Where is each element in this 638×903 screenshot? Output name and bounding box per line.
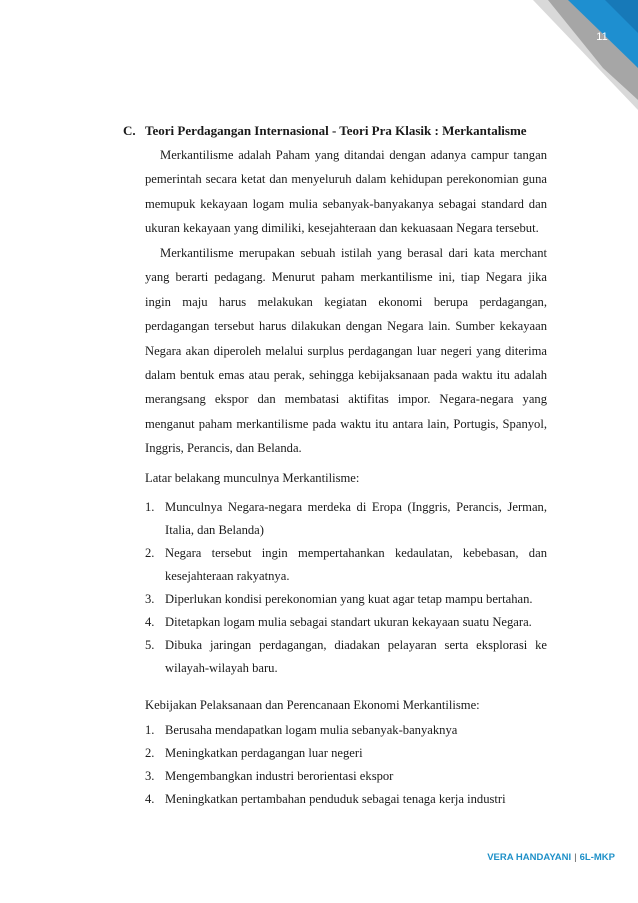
list-item: [145, 611, 547, 634]
policy-list: [145, 719, 547, 811]
list-number: 1.: [145, 723, 155, 737]
list-text: Munculnya Negara-negara merdeka di Eropa (Inggris, Perancis, Jerman, Italia, dan Belanda): [165, 500, 547, 537]
list-item: [145, 719, 547, 742]
list-number: 4.: [145, 615, 155, 629]
list-text: Ditetapkan logam mulia sebagai standart ukuran kekayaan suatu Negara.: [165, 615, 532, 629]
list-text: Diperlukan kondisi perekonomian yang kuat agar tetap mampu bertahan.: [165, 592, 533, 606]
list-text: Negara tersebut ingin mempertahankan kedaulatan, kebebasan, dan kesejahteraan rakyatnya.: [165, 546, 547, 583]
list-item: [145, 496, 547, 542]
paragraph-definition-text: Merkantilisme adalah Paham yang ditandai dengan adanya campur tangan pemerintah secara ketat dan menyeluruh dalam kehidupan perekonomian guna memupuk kekayaan logam mulia sebanyak-banyakanya sebagai standard dan ukuran kekayaan yang dimiliki, kesejahteraan dan kekuasaan Negara tersebut.: [145, 148, 547, 236]
background-heading: Latar belakang munculnya Merkantilisme:: [145, 471, 360, 485]
footer-author: VERA HANDAYANI: [487, 852, 572, 863]
paragraph-definition: [145, 143, 547, 241]
section-letter: C.: [123, 123, 136, 138]
paragraph-origin: [145, 241, 547, 461]
footer-separator: |: [574, 852, 577, 863]
list-number: 5.: [145, 638, 155, 652]
list-number: 1.: [145, 500, 155, 514]
list-item: [145, 588, 547, 611]
list-item: [145, 542, 547, 588]
section-heading: [123, 123, 563, 139]
list-item: [145, 788, 547, 811]
page-footer: [487, 852, 615, 863]
background-list: [145, 496, 547, 680]
list-text: Meningkatkan perdagangan luar negeri: [165, 746, 363, 760]
list-item: [145, 634, 547, 680]
list-text: Dibuka jaringan perdagangan, diadakan pelayaran serta eksplorasi ke wilayah-wilayah baru.: [165, 638, 547, 675]
section-title: Teori Perdagangan Internasional - Teori Pra Klasik : Merkantalisme: [145, 123, 527, 138]
policy-heading: Kebijakan Pelaksanaan dan Perencanaan Ekonomi Merkantilisme:: [145, 698, 480, 712]
list-item: [145, 765, 547, 788]
list-number: 2.: [145, 546, 155, 560]
paragraph-origin-text: Merkantilisme merupakan sebuah istilah yang berasal dari kata merchant yang berarti pedagang. Menurut paham merkantilisme ini, tiap Negara jika ingin maju harus melakukan kegiatan ekonomi berupa perdagangan, perdagangan tersebut harus dilakukan dengan Negara lain. Sumber kekayaan Negara akan diperoleh melalui surplus perdagangan luar negeri yang diterima dalam bentuk emas atau perak, sehingga kebijaksanaan pada waktu itu adalah merangsang ekspor dan membatasi aktifitas impor. Negara-negara yang menganut paham merkantilisme pada waktu itu antara lain, Portugis, Spanyol, Inggris, Perancis, dan Belanda.: [145, 246, 547, 456]
list-item: [145, 742, 547, 765]
corner-decoration: [463, 0, 638, 110]
footer-code: 6L-MKP: [579, 852, 615, 863]
list-text: Mengembangkan industri berorientasi ekspor: [165, 769, 394, 783]
page-number: 11: [596, 31, 608, 43]
list-number: 3.: [145, 592, 155, 606]
list-number: 3.: [145, 769, 155, 783]
list-text: Meningkatkan pertambahan penduduk sebagai tenaga kerja industri: [165, 792, 506, 806]
list-text: Berusaha mendapatkan logam mulia sebanyak-banyaknya: [165, 723, 458, 737]
list-number: 2.: [145, 746, 155, 760]
list-number: 4.: [145, 792, 155, 806]
